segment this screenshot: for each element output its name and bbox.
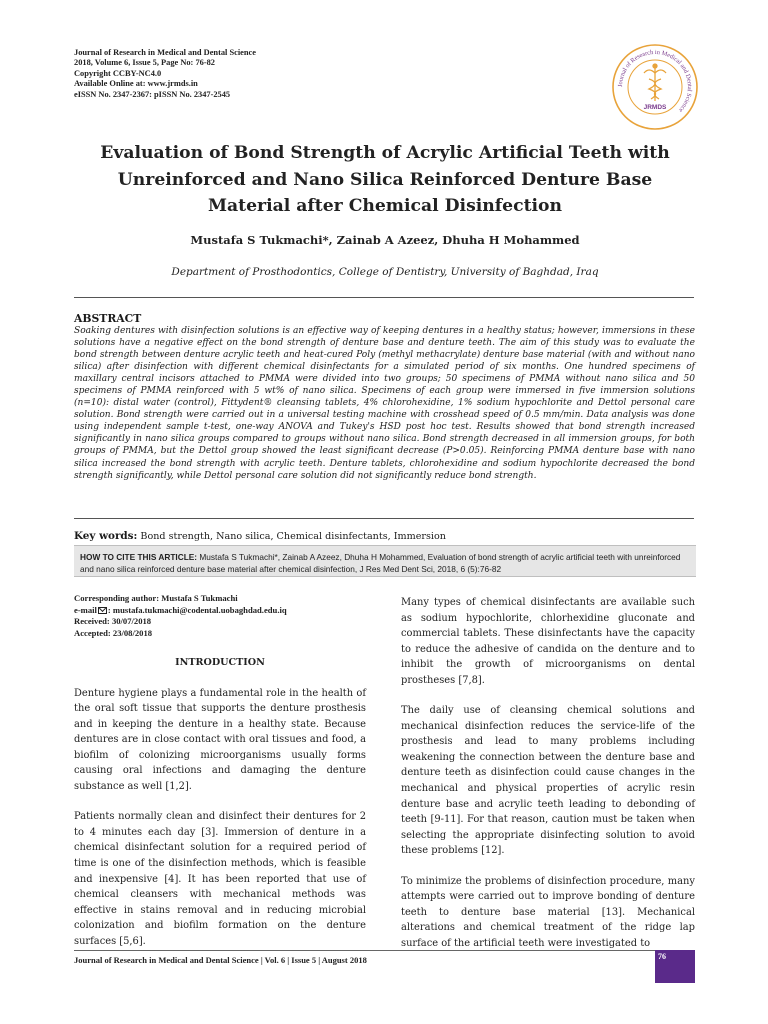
abstract-heading: ABSTRACT (74, 312, 142, 325)
jrmds-logo (611, 43, 699, 131)
corresponding-author: Corresponding author: Mustafa S Tukmachi (74, 593, 238, 603)
logo-abbrev: JRMDS (643, 104, 667, 111)
divider (74, 297, 694, 298)
divider (74, 518, 694, 519)
journal-copyright: Copyright CCBY-NC4.0 (74, 68, 162, 78)
how-to-cite-box (74, 545, 696, 577)
email-address[interactable]: : mustafa.tukmachi@codental.uobaghdad.edu.iq (107, 604, 287, 615)
accepted-date: Accepted: 23/08/2018 (74, 627, 153, 638)
footer-journal: Journal of Research in Medical and Dental Science | Vol. 6 | Issue 5 | August 2018 (74, 955, 367, 965)
journal-issn: eISSN No. 2347-2367: pISSN No. 2347-2545 (74, 89, 231, 99)
cite-text: Mustafa S Tukmachi*, Zainab A Azeez, Dhuha H Mohammed, Evaluation of bond strength of acrylic artificial teeth with unreinforced and nano silica reinforced denture base material after chemical disinfection, J Res Med Dent Sci, 2018, 6 (5):76-82 (80, 552, 681, 575)
article-title (74, 140, 696, 220)
email-line (74, 605, 287, 617)
keywords-label: Key words: (74, 530, 138, 542)
body-paragraph: Many types of chemical disinfectants are available such as sodium hypochlorite, chlorhexidine gluconate and commercial tablets. These disinfectants have the capacity to reduce the adhesive of candida on the denture and to inhibit the growth of microorganisms on dental prostheses [7,8]. (401, 597, 695, 686)
mail-icon (98, 607, 107, 614)
abstract-text: Soaking dentures with disinfection solutions is an effective way of keeping dentures in a healthy status; however, immersions in these solutions have a negative effect on the bond strength of denture base and denture teeth. The aim of this study was to evaluate the bond strength between denture acrylic teeth and heat-cured Poly (methyl methacrylate) denture base material (with and without nano silica) after disinfection with different chemical disinfectants for a simulated period of six months. One hundred specimens of maxillary central incisors attached to PMMA were divided into two groups; 50 specimens of PMMA without nano silica and 50 specimens of PMMA reinforced with 5 wt% of nano silica. Specimens of each group were immersed in five immersion solutions (n=10): distal water (control), Fittydent® cleansing tablets, 4% chlorohexidine, 1% sodium hypochlorite and Dettol personal care solution. Bond strength were carried out in a universal testing machine with crosshead speed of 0.5 mm/min. Data analysis was done using independent sample t-test, one-way ANOVA and Tukey's HSD post hoc test. Results showed that bond strength increased significantly in nano silica groups compared to groups without nano silica. Bond strength decreased in all immersion groups, for both groups of PMMA, but the Dettol group showed the least significant decrease (P>0.05). Reinforcing PMMA denture base with nano silica increased the bond strength with acrylic teeth. Denture tablets, chlorohexidine and sodium hypochlorite decreased the bond strength significantly, while Dettol personal care solution did not significantly reduce bond strength. (74, 326, 695, 481)
cite-label: HOW TO CITE THIS ARTICLE: (80, 552, 198, 562)
email-prefix: e-mail (74, 604, 97, 615)
journal-name: Journal of Research in Medical and Dental Science (74, 48, 256, 57)
journal-volume: 2018, Volume 6, Issue 5, Page No: 76-82 (74, 58, 215, 68)
logo-ring-text: Journal of Research in Medical and Dental Science (616, 48, 694, 114)
title-line: Unreinforced and Nano Silica Reinforced Denture Base (117, 169, 653, 190)
article-authors: Mustafa S Tukmachi*, Zainab A Azeez, Dhuha H Mohammed (190, 233, 580, 247)
title-line: Material after Chemical Disinfection (207, 196, 562, 216)
journal-header (74, 48, 256, 100)
received-date: Received: 30/07/2018 (74, 616, 152, 626)
journal-available: Available Online at: www.jrmds.in (74, 79, 198, 89)
right-column (401, 595, 695, 966)
body-paragraph: Patients normally clean and disinfect their dentures for 2 to 4 minutes each day [3]. Immersion of denture in a chemical disinfectant solution for a required period of time is one of the disinfection methods, which is feasible and inexpensive [4]. It has been reported that use of chemical cleansers with mechanical methods was effective in stains removal and in reducing microbial colonization and biofilm formation on the denture surfaces [5,6]. (74, 811, 366, 947)
body-paragraph: To minimize the problems of disinfection procedure, many attempts were carried out to improve bonding of denture teeth to denture base material [13]. Mechanical alterations and chemical treatment of the ridge lap surface of the artificial teeth were investigated to (401, 875, 695, 949)
correspondence-block (74, 593, 287, 639)
keywords-value: Bond strength, Nano silica, Chemical disinfectants, Immersion (137, 531, 446, 542)
caduceus-icon (644, 64, 666, 101)
footer-divider (74, 950, 694, 951)
page-number: 76 (655, 950, 695, 983)
title-line: Evaluation of Bond Strength of Acrylic Artificial Teeth with (100, 143, 670, 163)
left-column (74, 655, 366, 964)
introduction-heading: INTRODUCTION (175, 657, 265, 668)
keywords (74, 530, 696, 542)
body-paragraph: Denture hygiene plays a fundamental role in the health of the oral soft tissue that supports the denture prosthesis and in keeping the denture in a healthy state. Because dentures are in close contact with oral tissues and food, a biofilm of colonizing microorganisms usually forms causing oral infections and damaging the denture substance as well [1,2]. (74, 687, 366, 792)
body-paragraph: The daily use of cleansing chemical solutions and mechanical disinfection reduces the service-life of the prosthesis and lead to many problems including weakening the connection between the denture base and denture teeth as disinfection could cause changes in the mechanical and physical properties of acrylic resin denture base and acrylic teeth leading to debonding of teeth [9-11]. For that reason, caution must be taken when selecting the appropriate disinfecting solution to avoid these problems [12]. (401, 705, 695, 857)
article-affiliation: Department of Prosthodontics, College of Dentistry, University of Baghdad, Iraq (171, 266, 599, 278)
